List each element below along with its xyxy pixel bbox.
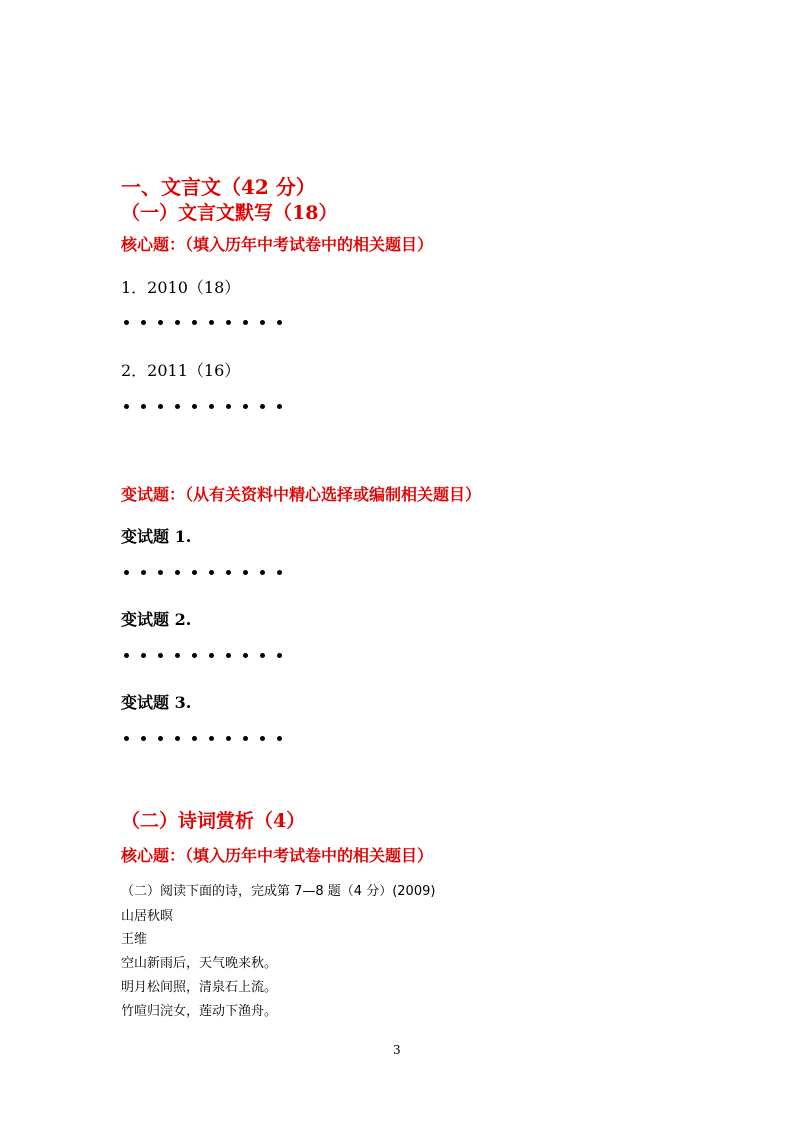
ellipsis-dots: [124, 570, 314, 578]
ellipsis-dots: [124, 653, 314, 661]
variant-question-1: 变试题 1.: [121, 527, 192, 546]
core-question-label: 核心题：（填入历年中考试卷中的相关题目）: [121, 235, 434, 254]
poem-line: 明月松间照，清泉石上流。: [121, 980, 278, 995]
variant-question-2: 变试题 2.: [121, 610, 192, 629]
page-number: 3: [393, 1043, 401, 1057]
core-question-label: 核心题：（填入历年中考试卷中的相关题目）: [121, 846, 434, 865]
poem-title: 山居秋暝: [121, 909, 174, 924]
poem-author: 王维: [121, 932, 148, 947]
variant-question-3: 变试题 3.: [121, 693, 192, 712]
ellipsis-dots: [124, 320, 314, 328]
question-item-2: 2．2011（16）: [121, 361, 241, 380]
ellipsis-dots: [124, 736, 314, 744]
subsection-title-poetry: （二）诗词赏析（4）: [121, 810, 306, 832]
subsection-title-recitation: （一）文言文默写（18）: [121, 202, 338, 224]
ellipsis-dots: [124, 404, 314, 412]
question-item-1: 1．2010（18）: [121, 278, 241, 297]
poem-line: 空山新雨后，天气晚来秋。: [121, 956, 278, 971]
poem-line: 竹喧归浣女，莲动下渔舟。: [121, 1004, 278, 1019]
variant-question-label: 变试题：（从有关资料中精心选择或编制相关题目）: [121, 485, 482, 504]
poem-instruction: （二）阅读下面的诗，完成第 7—8 题（4 分）(2009): [121, 884, 436, 899]
section-title-classical-chinese: 一、文言文（42 分）: [121, 175, 316, 199]
